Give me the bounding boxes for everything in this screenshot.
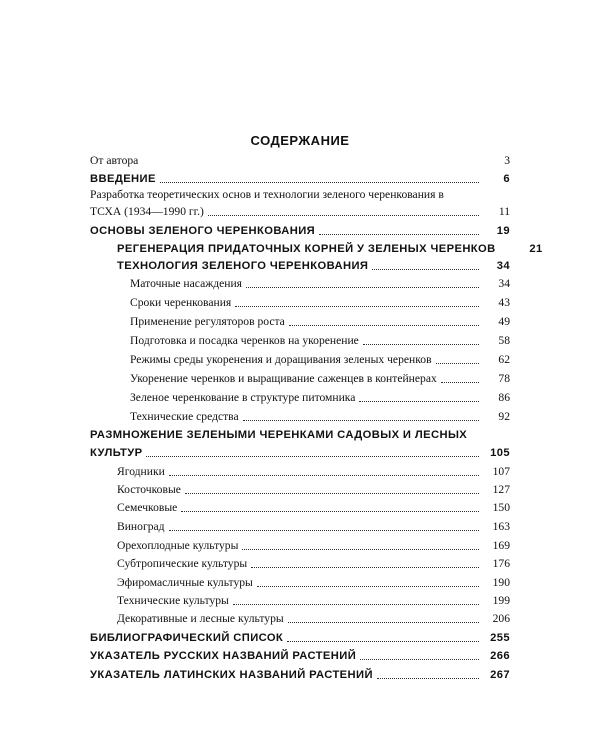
toc-entry-page: 267 [490,669,510,681]
toc-entry-page: 255 [490,632,510,644]
toc-entry-title: Виноград [117,520,165,533]
toc-entry-page: 78 [498,372,510,385]
toc-leader [251,559,479,568]
toc-entry[interactable] [117,481,510,497]
toc-entry-page: 150 [492,501,510,514]
toc-entry[interactable] [130,313,510,329]
toc-entry[interactable] [117,610,510,626]
toc-entry-title: БИБЛИОГРАФИЧЕСКИЙ СПИСОК [90,632,284,644]
toc-entry-title: Косточковые [117,483,181,496]
toc-entry-title: Укоренение черенков и выращивание саженцев в контейнерах [130,372,437,385]
toc-entry-title: Маточные насаждения [130,277,243,290]
toc-entry-title-cont: КУЛЬТУР [90,447,143,459]
toc-leader [377,670,479,679]
toc-entry-title: УКАЗАТЕЛЬ ЛАТИНСКИХ НАЗВАНИЙ РАСТЕНИЙ [90,669,373,681]
toc-entry-title: ВВЕДЕНИЕ [90,173,156,185]
toc-entry-page: 199 [492,594,510,607]
toc-entry-title: ОСНОВЫ ЗЕЛЕНОГО ЧЕРЕНКОВАНИЯ [90,225,316,237]
toc-entry-title: Ягодники [117,465,165,478]
toc-entry-title: Технические культуры [117,594,229,607]
toc-entry-page: 266 [490,650,510,662]
toc-entry-title: УКАЗАТЕЛЬ РУССКИХ НАЗВАНИЙ РАСТЕНИЙ [90,650,357,662]
toc-entry-page: 105 [490,447,510,459]
toc-entry[interactable] [90,444,510,460]
toc-leader [185,485,479,494]
toc-leader [160,174,479,183]
toc-leader [289,317,479,326]
toc-entry-page: 206 [492,612,510,625]
toc-entry-title: ТЕХНОЛОГИЯ ЗЕЛЕНОГО ЧЕРЕНКОВАНИЯ [117,260,369,272]
toc-entry-page: 11 [498,205,510,218]
toc-entry[interactable] [117,555,510,571]
toc-entry[interactable] [117,518,510,534]
toc-entry-page: 163 [492,520,510,533]
toc-entry-title: Режимы среды укоренения и доращивания зеленых черенков [130,353,432,366]
toc-entry[interactable] [90,629,510,645]
toc-leader [169,467,479,476]
toc-entry-page: 127 [492,483,510,496]
toc-entry[interactable] [130,389,510,405]
toc-leader [319,226,479,235]
toc-entry-page: 3 [504,154,510,167]
toc-leader [243,412,479,421]
toc-entry-title: Декоративные и лесные культуры [117,612,284,625]
toc-entry-page: 21 [529,243,543,255]
toc-entry[interactable] [117,257,510,273]
toc-entry[interactable] [130,275,510,291]
toc-entry[interactable] [117,463,510,479]
toc-leader [363,336,479,345]
toc-entry-page: 62 [498,353,510,366]
toc-entry-title: Эфиромасличные культуры [117,576,253,589]
toc-title: СОДЕРЖАНИЕ [250,133,350,148]
toc-entry-title[interactable]: РАЗМНОЖЕНИЕ ЗЕЛЕНЫМИ ЧЕРЕНКАМИ САДОВЫХ И ЛЕСНЫХ [90,429,468,441]
toc-leader [500,244,512,253]
toc-entry[interactable] [90,203,510,219]
toc-leader [181,503,479,512]
toc-entry-title: Субтропические культуры [117,557,248,570]
toc-entry-page: 176 [492,557,510,570]
toc-entry-page: 34 [496,260,510,272]
toc-entry-title: Орехоплодные культуры [117,539,239,552]
toc-entry-title: Подготовка и посадка черенков на укоренение [130,334,359,347]
toc-entry[interactable] [130,332,510,348]
toc-leader [208,207,479,216]
toc-entry-page: 86 [498,391,510,404]
toc-leader [360,651,479,660]
toc-entry-title-cont: ТСХА (1934—1990 гг.) [90,205,204,218]
toc-entry-page: 169 [492,539,510,552]
toc-entry-page: 19 [496,225,510,237]
toc-entry-title: Зеленое черенкование в структуре питомника [130,391,356,404]
toc-entry-page: 34 [498,277,510,290]
toc-leader [441,374,479,383]
toc-entry[interactable] [90,170,510,186]
toc-entry-page: 58 [498,334,510,347]
toc-entry-title: РЕГЕНЕРАЦИЯ ПРИДАТОЧНЫХ КОРНЕЙ У ЗЕЛЕНЫХ ЧЕРЕНКОВ [117,243,496,255]
toc-entry-title: Технические средства [130,410,239,423]
toc-entry-title: От автора [90,154,139,167]
toc-leader [246,279,479,288]
toc-leader [146,448,479,457]
toc-entry[interactable] [130,408,510,424]
toc-entry-title[interactable]: Разработка теоретических основ и технологии зеленого черенкования в [90,188,444,201]
toc-entry-page: 107 [492,465,510,478]
toc-entry[interactable] [117,240,543,256]
toc-leader [257,578,479,587]
toc-entry[interactable] [130,370,510,386]
toc-entry-page: 6 [503,173,510,185]
toc-leader [242,541,479,550]
toc-leader [235,298,479,307]
toc-entry[interactable] [117,499,510,515]
toc-leader [436,355,479,364]
toc-leader [142,156,479,165]
toc-entry-page: 43 [498,296,510,309]
toc-entry-title: Применение регуляторов роста [130,315,285,328]
toc-leader [359,393,479,402]
toc-entry[interactable] [117,574,510,590]
toc-entry[interactable] [117,592,510,608]
toc-entry[interactable] [117,537,510,553]
toc-entry-title: Семечковые [117,501,178,514]
toc-entry[interactable] [90,222,510,238]
toc-leader [288,614,479,623]
toc-entry-page: 190 [492,576,510,589]
toc-leader [287,633,479,642]
toc-entry[interactable] [90,647,510,663]
toc-leader [233,596,479,605]
toc-entry[interactable] [130,351,510,367]
toc-entry[interactable] [130,294,510,310]
toc-entry-page: 92 [498,410,510,423]
toc-leader [372,261,479,270]
toc-entry[interactable] [90,152,510,168]
toc-entry-page: 49 [498,315,510,328]
toc-leader [169,522,479,531]
toc-entry-title: Сроки черенкования [130,296,232,309]
toc-entry[interactable] [90,666,510,682]
